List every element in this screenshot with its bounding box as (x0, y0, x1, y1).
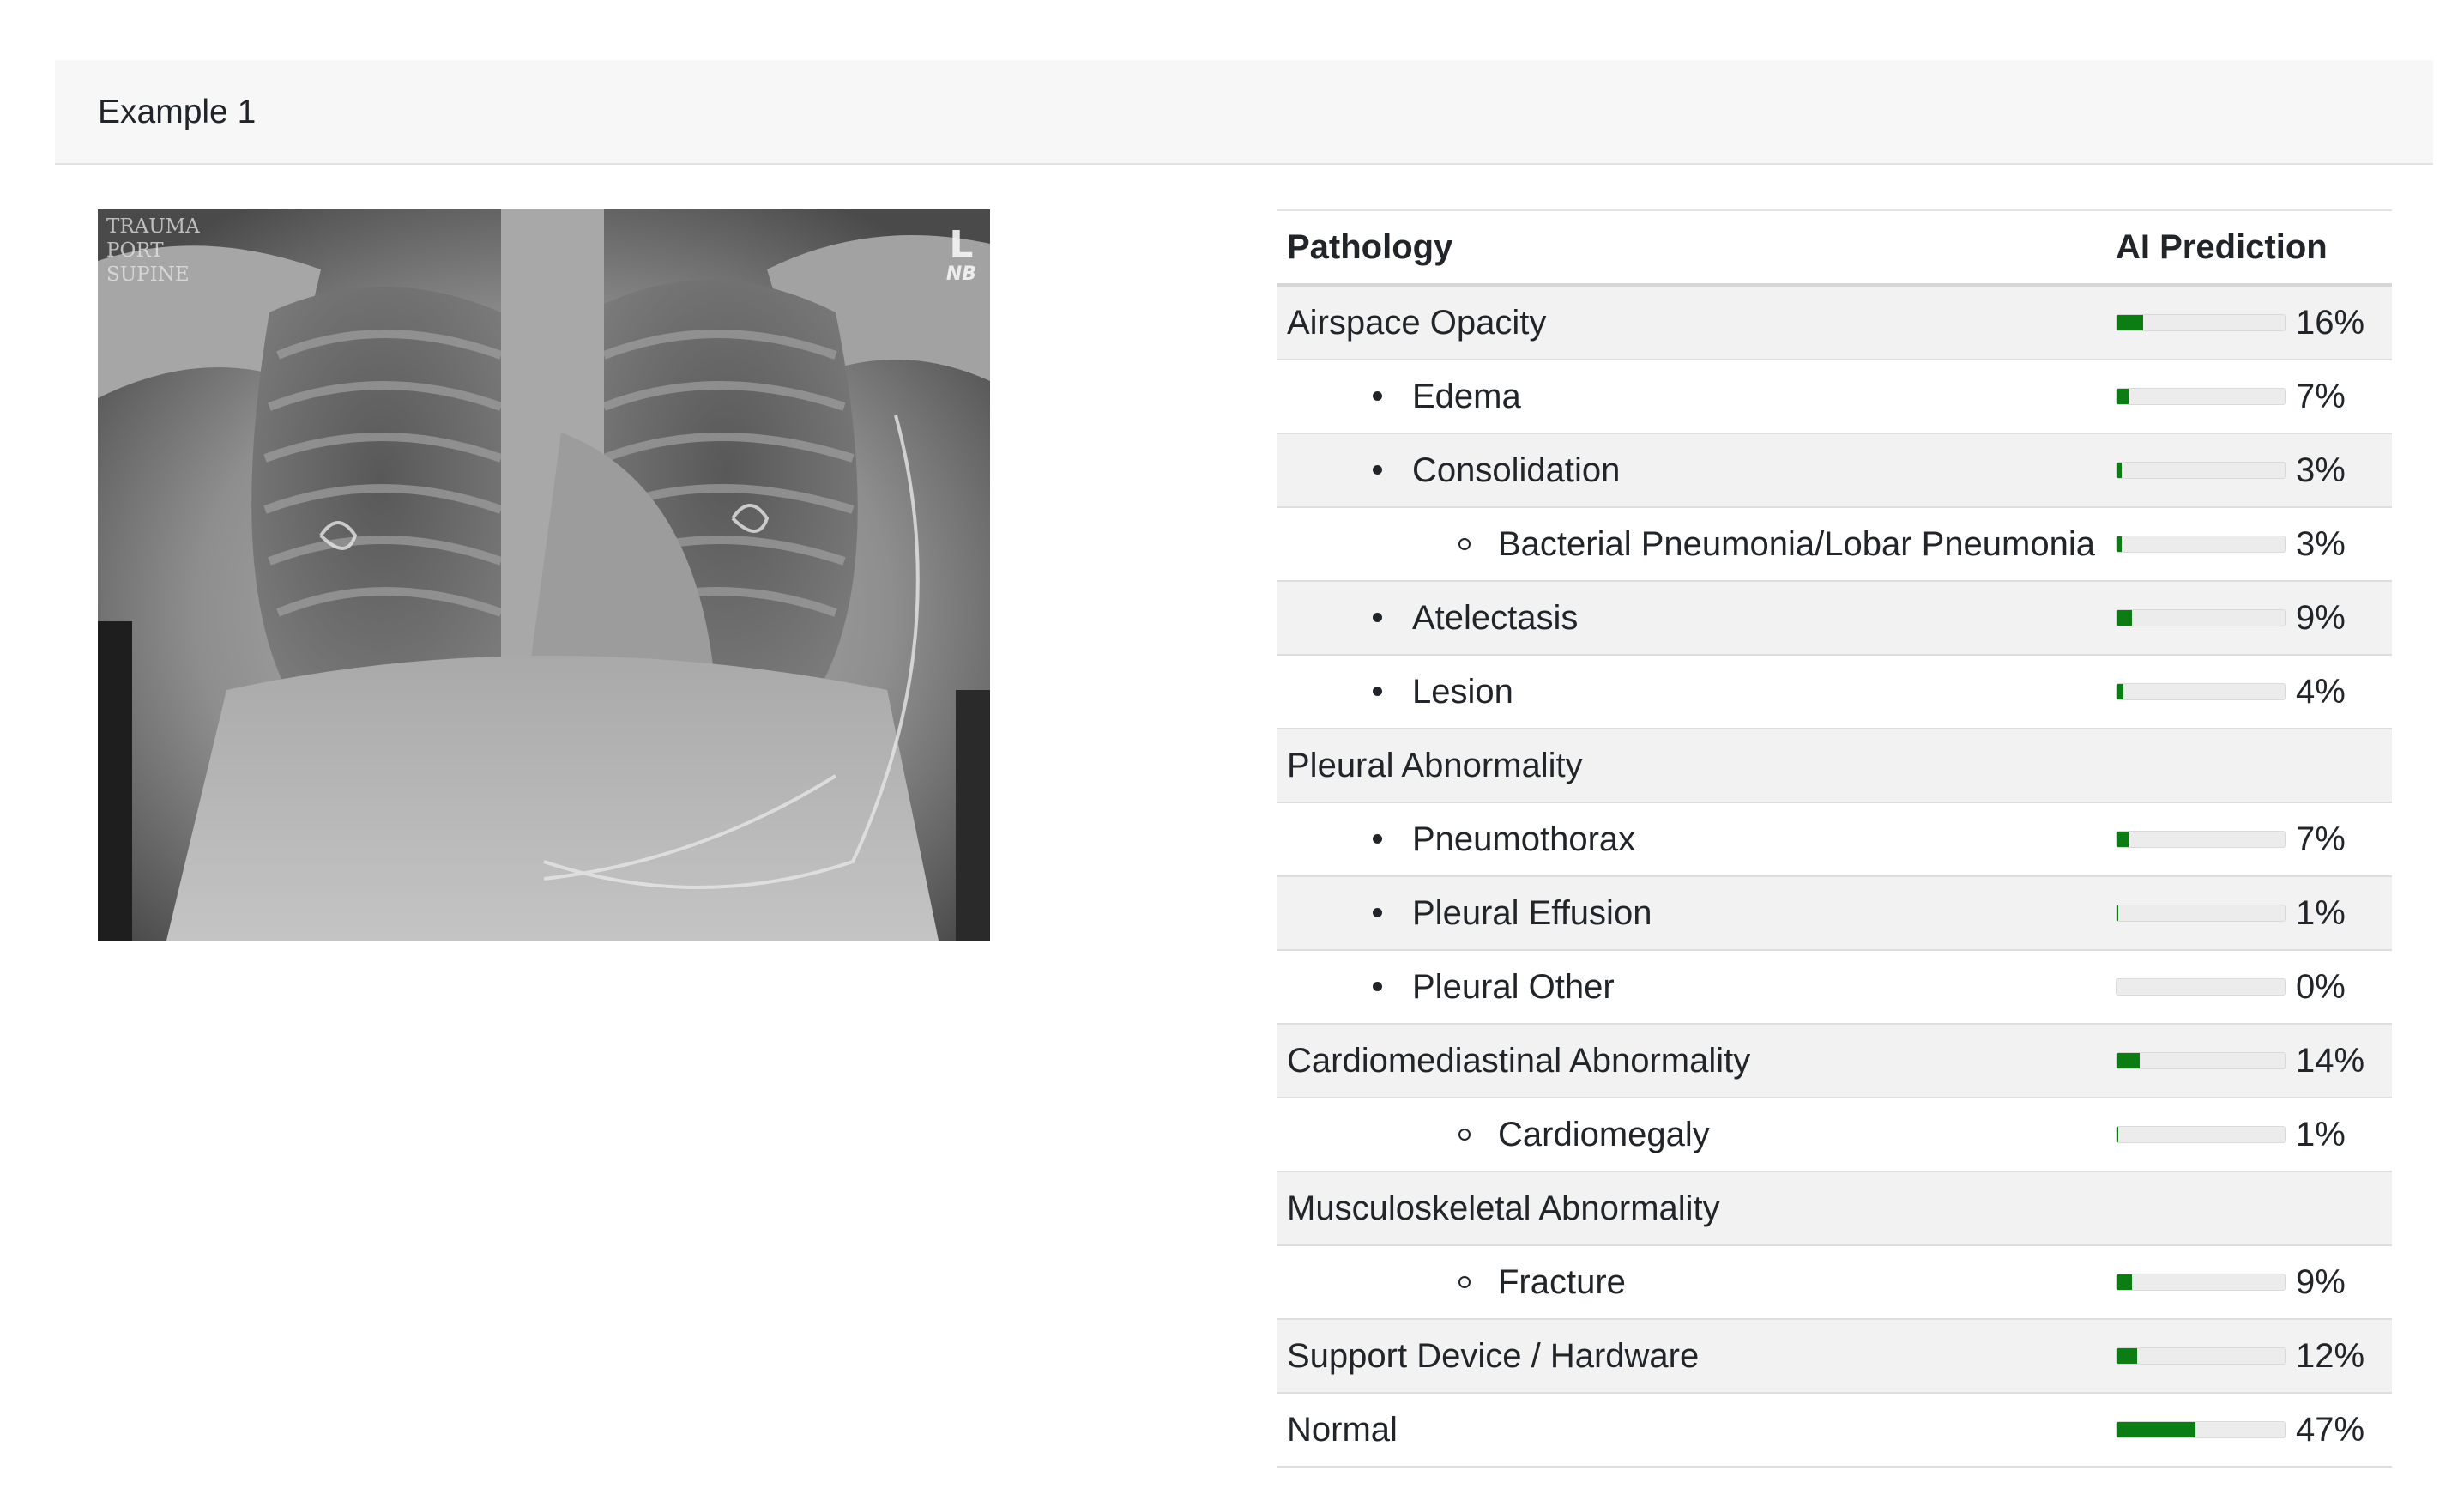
bullet-disc-icon (1373, 823, 1412, 856)
prediction-table (1277, 209, 2392, 1468)
table-row (1277, 287, 2392, 360)
probability-bar (2116, 831, 2286, 848)
table-row (1277, 434, 2392, 508)
prediction-cell (2116, 656, 2346, 728)
pathology-label: Lesion (1412, 672, 1513, 711)
prediction-cell (2116, 951, 2346, 1023)
probability-bar (2116, 1126, 2286, 1143)
pathology-name (1287, 1025, 1750, 1097)
probability-value: 7% (2296, 377, 2346, 415)
prediction-cell (2116, 508, 2346, 580)
pathology-name (1287, 287, 1546, 359)
probability-value: 0% (2296, 967, 2346, 1006)
probability-value: 7% (2296, 820, 2346, 858)
pathology-name (1458, 508, 2095, 580)
bullet-circle-icon (1458, 1266, 1498, 1299)
prediction-cell (2116, 1025, 2364, 1097)
pathology-label: Edema (1412, 377, 1521, 415)
xray-overlay-line: TRAUMA (106, 215, 200, 238)
prediction-cell (2116, 1320, 2364, 1392)
probability-bar (2116, 536, 2286, 553)
probability-bar (2116, 314, 2286, 331)
pathology-label: Pleural Abnormality (1287, 746, 1583, 784)
pathology-label: Cardiomegaly (1498, 1115, 1710, 1153)
pathology-label: Airspace Opacity (1287, 303, 1547, 342)
pathology-name (1287, 729, 1583, 802)
probability-bar (2116, 683, 2286, 700)
pathology-label: Support Device / Hardware (1287, 1336, 1700, 1375)
pathology-name (1373, 434, 1620, 506)
probability-bar-fill (2117, 832, 2129, 847)
pathology-name (1287, 1394, 1398, 1466)
xray-drawing (98, 209, 990, 941)
probability-bar (2116, 1052, 2286, 1069)
table-row (1277, 803, 2392, 877)
table-row (1277, 1246, 2392, 1320)
pathology-name (1373, 360, 1521, 433)
probability-bar-fill (2117, 1422, 2195, 1437)
probability-value: 12% (2296, 1336, 2365, 1375)
prediction-cell (2116, 877, 2346, 949)
prediction-cell (2116, 1098, 2346, 1171)
bullet-disc-icon (1373, 675, 1412, 709)
probability-value: 3% (2296, 524, 2346, 563)
bullet-circle-icon (1458, 1118, 1498, 1152)
probability-value: 1% (2296, 893, 2346, 932)
probability-bar-fill (2117, 536, 2122, 552)
bullet-disc-icon (1373, 380, 1412, 414)
bullet-disc-icon (1373, 602, 1412, 635)
table-row (1277, 582, 2392, 656)
prediction-cell (2116, 1394, 2364, 1466)
xray-side-initials: NB (945, 263, 976, 285)
probability-bar-fill (2117, 463, 2122, 478)
pathology-label: Musculoskeletal Abnormality (1287, 1189, 1720, 1227)
probability-value: 14% (2296, 1041, 2365, 1080)
probability-bar (2116, 1274, 2286, 1291)
xray-side-marker (945, 223, 976, 285)
xray-side-letter: L (949, 223, 974, 267)
bullet-disc-icon (1373, 971, 1412, 1004)
probability-value: 1% (2296, 1115, 2346, 1153)
bullet-disc-icon (1373, 454, 1412, 487)
prediction-cell (2116, 1246, 2346, 1318)
pathology-name (1373, 656, 1513, 728)
probability-value: 4% (2296, 672, 2346, 711)
probability-value: 9% (2296, 598, 2346, 637)
column-header-pathology: Pathology (1287, 227, 1453, 266)
probability-bar-fill (2117, 610, 2132, 626)
pathology-name (1373, 582, 1578, 654)
probability-bar (2116, 905, 2286, 922)
probability-bar (2116, 609, 2286, 626)
pathology-label: Pneumothorax (1412, 820, 1636, 858)
probability-value: 9% (2296, 1262, 2346, 1301)
probability-bar (2116, 462, 2286, 479)
prediction-cell (2116, 803, 2346, 875)
xray-overlay-line: SUPINE (106, 263, 190, 286)
pathology-label: Pleural Other (1412, 967, 1615, 1006)
probability-value: 47% (2296, 1410, 2365, 1449)
probability-bar-fill (2117, 684, 2123, 699)
bullet-disc-icon (1373, 897, 1412, 930)
table-row (1277, 729, 2392, 803)
probability-value: 16% (2296, 303, 2365, 342)
table-row (1277, 877, 2392, 951)
probability-bar-fill (2117, 1274, 2132, 1290)
pathology-name (1373, 951, 1615, 1023)
probability-bar (2116, 1421, 2286, 1438)
pathology-label: Consolidation (1412, 451, 1621, 489)
probability-bar-fill (2117, 315, 2143, 330)
pathology-name (1287, 1172, 1720, 1244)
table-row (1277, 1098, 2392, 1172)
card-header (55, 60, 2433, 165)
probability-value: 3% (2296, 451, 2346, 489)
card-title: Example 1 (98, 94, 257, 130)
pathology-name (1287, 1320, 1699, 1392)
pathology-label: Pleural Effusion (1412, 893, 1652, 932)
prediction-cell (2116, 582, 2346, 654)
table-row (1277, 360, 2392, 434)
pathology-label: Fracture (1498, 1262, 1626, 1301)
table-row (1277, 1172, 2392, 1246)
table-row (1277, 951, 2392, 1025)
table-row (1277, 1320, 2392, 1394)
chest-xray-image (98, 209, 990, 941)
probability-bar (2116, 978, 2286, 996)
probability-bar-fill (2117, 1053, 2140, 1068)
probability-bar (2116, 1347, 2286, 1365)
table-row (1277, 508, 2392, 582)
prediction-cell (2116, 360, 2346, 433)
prediction-cell (2116, 287, 2364, 359)
pathology-label: Normal (1287, 1410, 1398, 1449)
probability-bar-fill (2117, 905, 2118, 921)
pathology-label: Atelectasis (1412, 598, 1579, 637)
pathology-name (1458, 1098, 1710, 1171)
xray-overlay-text (106, 215, 200, 287)
probability-bar (2116, 388, 2286, 405)
probability-bar-fill (2117, 389, 2129, 404)
table-header-row (1277, 211, 2392, 287)
pathology-label: Cardiomediastinal Abnormality (1287, 1041, 1751, 1080)
pathology-name (1373, 877, 1652, 949)
pathology-name (1373, 803, 1635, 875)
xray-overlay-line: PORT (106, 239, 164, 262)
column-header-prediction: AI Prediction (2116, 227, 2328, 266)
table-row (1277, 1394, 2392, 1468)
pathology-name (1458, 1246, 1626, 1318)
pathology-label: Bacterial Pneumonia/Lobar Pneumonia (1498, 524, 2095, 563)
bullet-circle-icon (1458, 528, 1498, 561)
probability-bar-fill (2117, 1348, 2137, 1364)
table-row (1277, 1025, 2392, 1098)
prediction-cell (2116, 434, 2346, 506)
probability-bar-fill (2117, 1127, 2118, 1142)
table-row (1277, 656, 2392, 729)
